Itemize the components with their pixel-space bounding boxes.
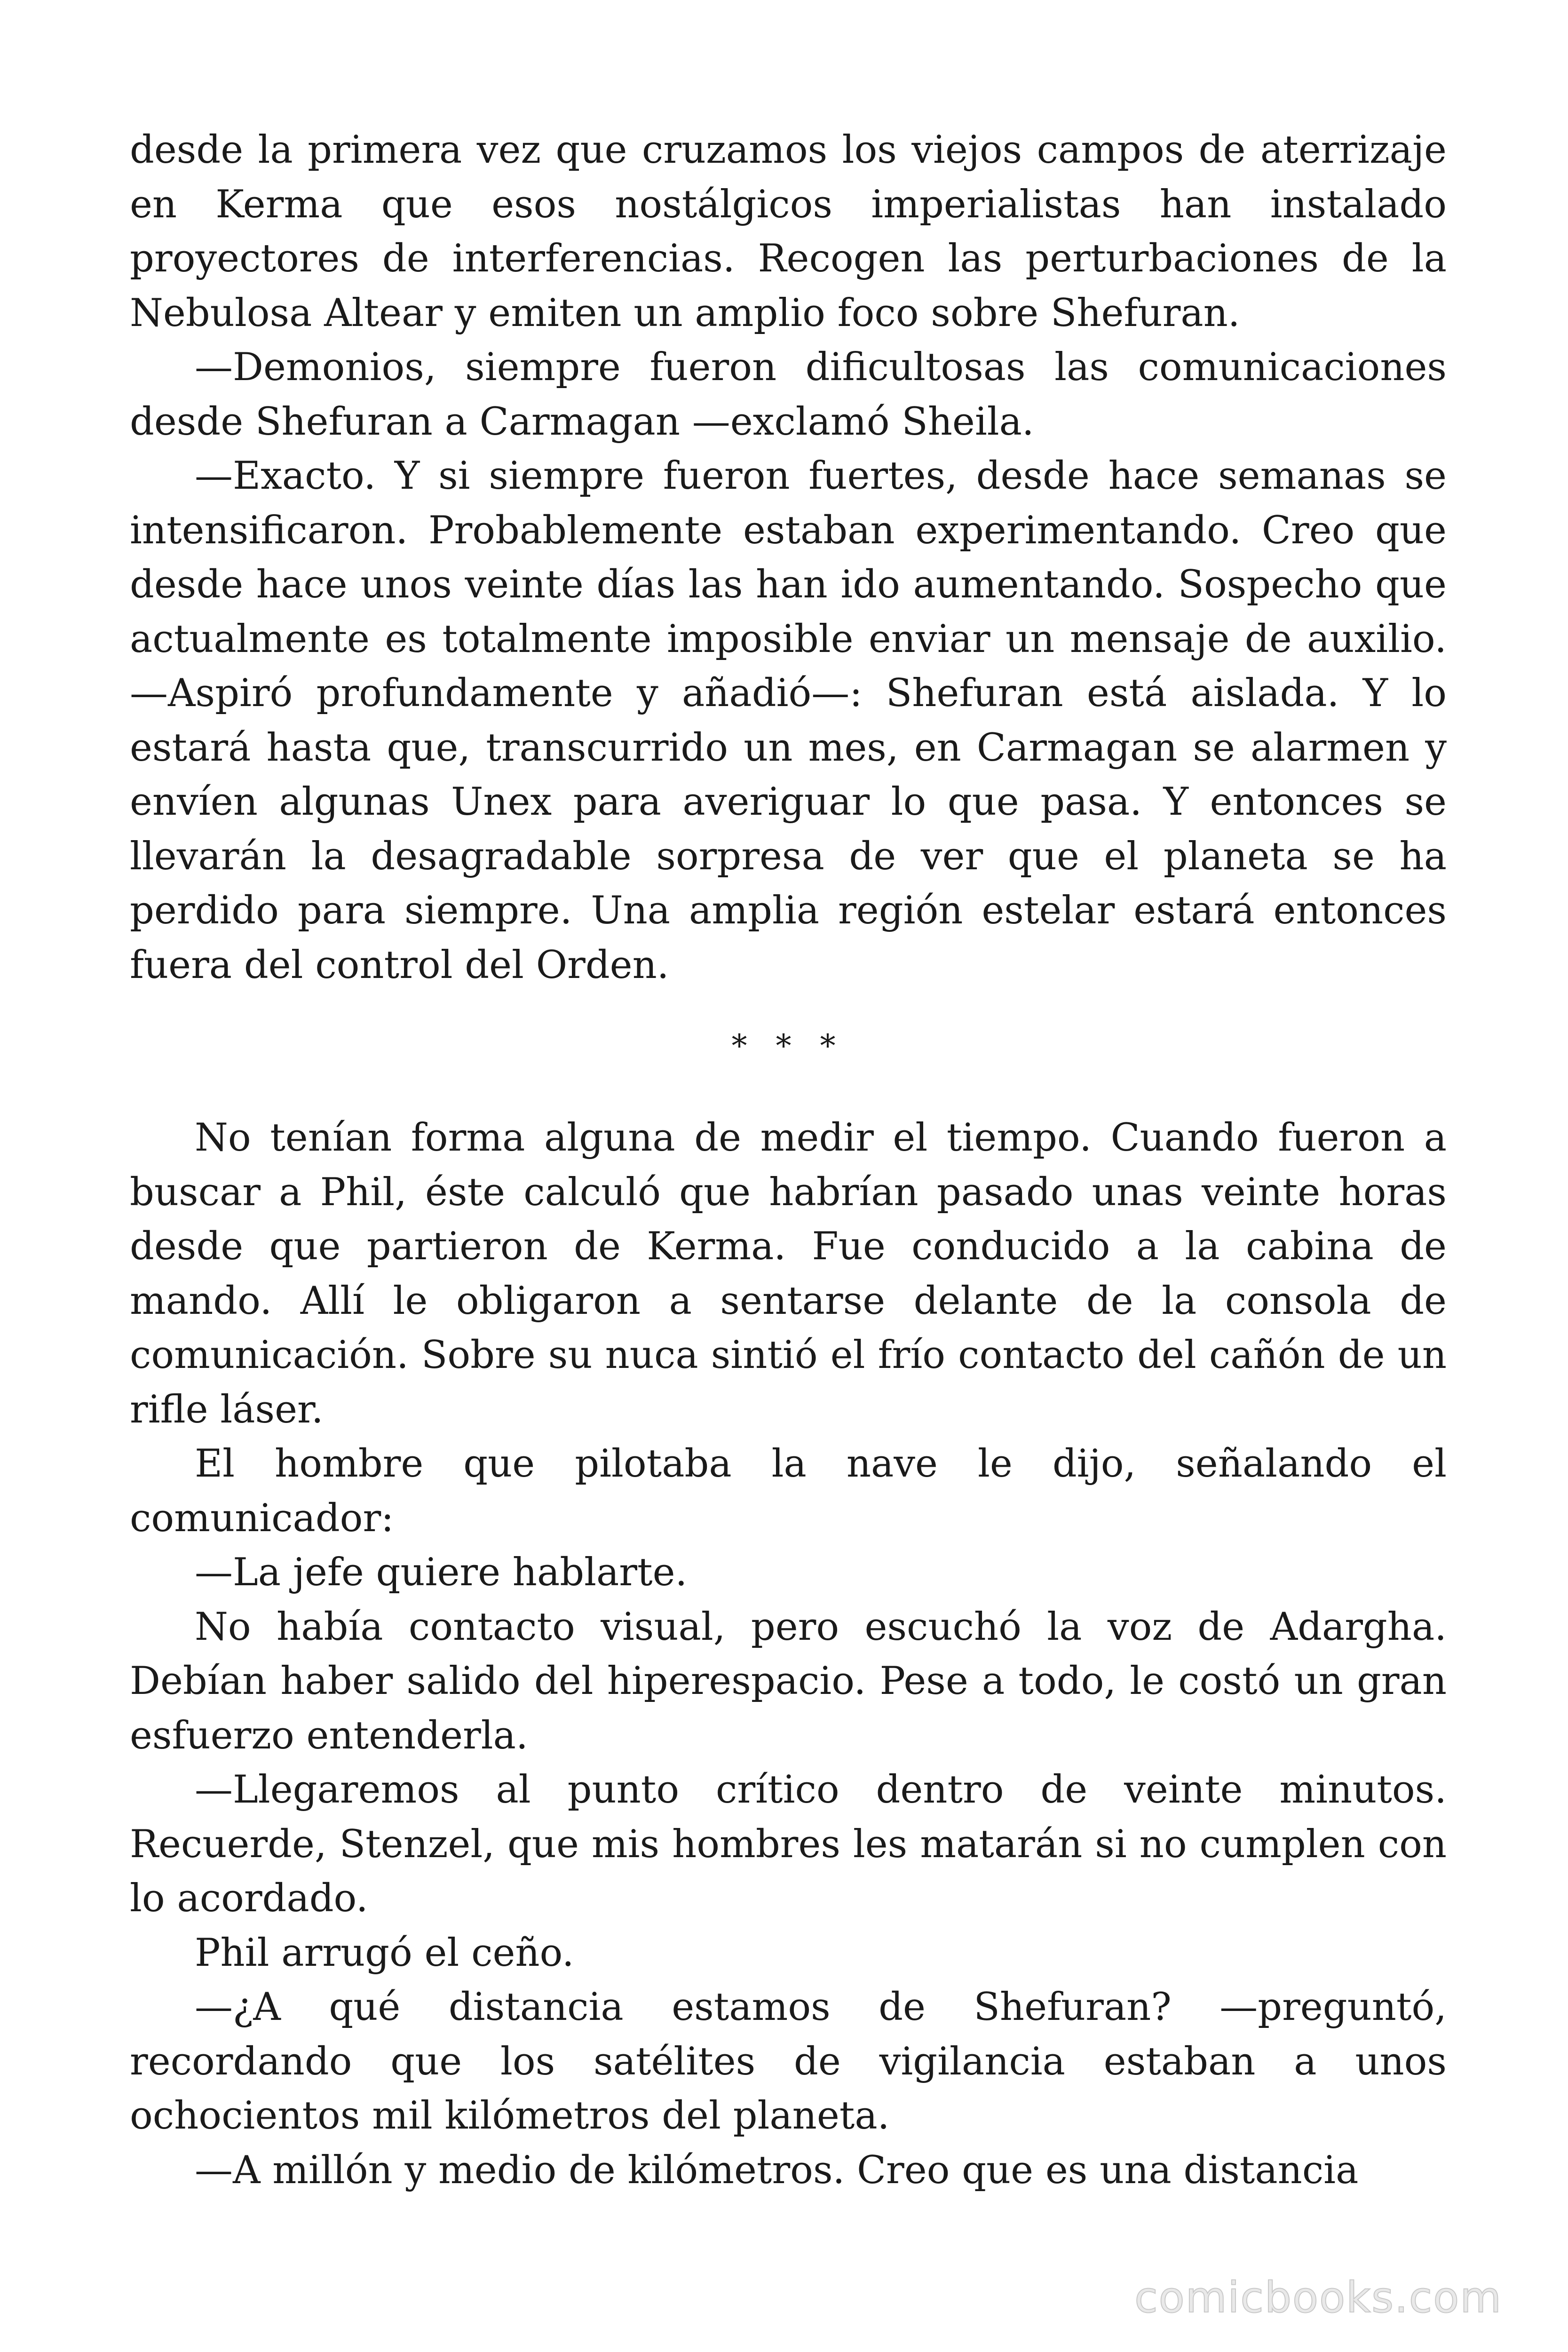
watermark: comicbooks.com: [1134, 2273, 1502, 2322]
paragraph-dialogue-exacto: —Exacto. Y si siempre fueron fuertes, desde hace semanas se intensificaron. Probablemente estaban experimentando. Creo que desde hace unos veinte días las han ido aumentando. Sospecho que actualmente es totalmente imposible enviar un mensaje de auxilio. —Aspiró profundamente y añadió—: Shefuran está aislada. Y lo estará hasta que, transcurrido un mes, en Carmagan se alarmen y envíen algunas Unex para averiguar lo que pasa. Y entonces se llevarán la desagradable sorpresa de ver que el planeta se ha perdido para siempre. Una amplia región estelar estará entonces fuera del control del Orden.: [130, 454, 1447, 987]
scene-break: * * *: [731, 1028, 845, 1064]
paragraph-pilot: El hombre que pilotaba la nave le dijo, señalando el comunicador:: [130, 1442, 1447, 1541]
paragraph-continued: desde la primera vez que cruzamos los viejos campos de aterrizaje en Kerma que esos nostálgicos imperialistas han instalado proyectores de interferencias. Recogen las perturbaciones de la Nebulosa Altear y emiten un amplio foco sobre Shefuran.: [130, 128, 1447, 335]
paragraph-narration-time: No tenían forma alguna de medir el tiempo. Cuando fueron a buscar a Phil, éste calculó que habrían pasado unas veinte horas desde que partieron de Kerma. Fue conducido a la cabina de mando. Allí le obligaron a sentarse delante de la consola de comunicación. Sobre su nuca sintió el frío contacto del cañón de un rifle láser.: [130, 1116, 1447, 1432]
paragraph-dialogue-millon: —A millón y medio de kilómetros. Creo que es una distancia: [195, 2148, 1359, 2193]
paragraph-dialogue-sheila: —Demonios, siempre fueron dificultosas las comunicaciones desde Shefuran a Carmagan —exclamó Sheila.: [130, 345, 1447, 444]
paragraph-dialogue-distancia: —¿A qué distancia estamos de Shefuran? —preguntó, recordando que los satélites de vigilancia estaban a unos ochocientos mil kilómetros del planeta.: [130, 1985, 1447, 2138]
scene-break-gap: [130, 1070, 1447, 1111]
book-page: [130, 123, 1447, 2198]
paragraph-dialogue-jefe: —La jefe quiere hablarte.: [195, 1550, 688, 1595]
paragraph-phil-frown: Phil arrugó el ceño.: [195, 1931, 574, 1975]
paragraph-adargha-voice: No había contacto visual, pero escuchó la voz de Adargha. Debían haber salido del hiperespacio. Pese a todo, le costó un gran esfuerzo entenderla.: [130, 1605, 1447, 1758]
paragraph-dialogue-llegaremos: —Llegaremos al punto crítico dentro de veinte minutos. Recuerde, Stenzel, que mis hombres les matarán si no cumplen con lo acordado.: [130, 1768, 1447, 1921]
